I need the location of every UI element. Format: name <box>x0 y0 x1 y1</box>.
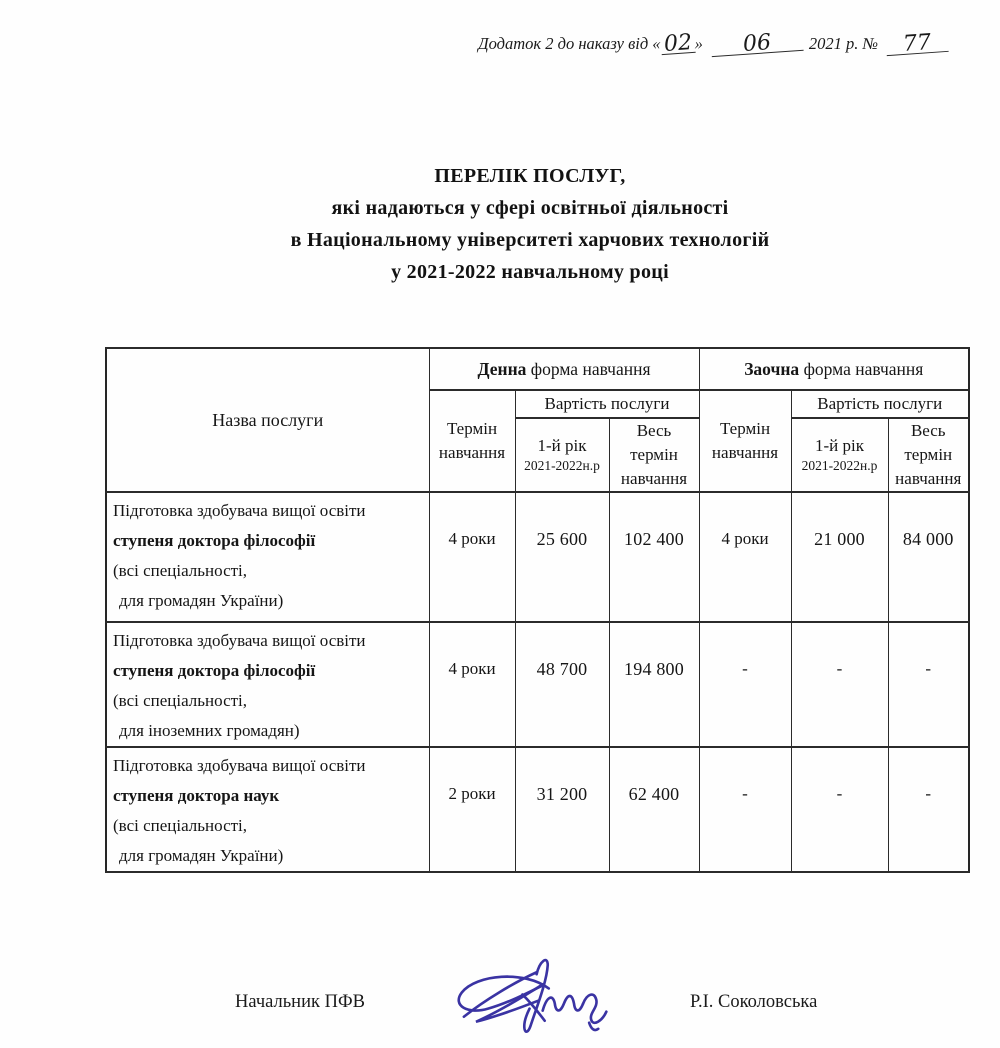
service-line-1: Підготовка здобувача вищої освіти <box>113 631 366 650</box>
title-line-1: ПЕРЕЛІК ПОСЛУГ, <box>434 165 626 187</box>
full-time-duration-cell: 4 роки <box>429 622 515 747</box>
part-time-first-year-cell: - <box>791 747 888 872</box>
part-time-duration-cell: - <box>699 747 791 872</box>
header-part-time-rest: форма навчання <box>799 358 924 379</box>
full-time-first-year-cell: 31 200 <box>515 747 609 872</box>
service-line-4: для громадян України) <box>119 591 284 610</box>
part-time-duration-cell: - <box>699 622 791 747</box>
part-time-first-year-cell: 21 000 <box>791 492 888 622</box>
table-header-row-forms <box>106 348 969 390</box>
service-line-2: ступеня доктора наук <box>113 786 280 805</box>
header-first-year-part-time <box>791 418 888 492</box>
signer-name: Р.І. Соколовська <box>690 992 818 1012</box>
service-name-cell <box>106 622 429 747</box>
service-name-cell <box>106 492 429 622</box>
service-line-2: ступеня доктора філософії <box>113 661 316 680</box>
handwritten-month: 06 <box>710 32 803 57</box>
header-full-time-form <box>429 348 699 390</box>
header-full-time-bold: Денна <box>477 358 527 379</box>
first-year-sublabel: 2021-2022н.р <box>524 458 600 473</box>
service-line-2: ступеня доктора філософії <box>113 531 316 550</box>
service-line-4: для громадян України) <box>119 846 284 865</box>
part-time-whole-cell: 84 000 <box>888 492 969 622</box>
service-name-cell <box>106 747 429 872</box>
full-time-whole-cell: 194 800 <box>609 622 699 747</box>
header-part-time-bold: Заочна <box>744 358 800 379</box>
full-time-duration-cell: 2 роки <box>429 747 515 872</box>
header-cost-part-time: Вартість послуги <box>791 390 969 418</box>
table-row-phd-foreign <box>106 622 969 747</box>
signer-position: Начальник ПФВ <box>235 992 365 1012</box>
part-time-duration-cell: 4 роки <box>699 492 791 622</box>
header-duration-full-time: Термін навчання <box>429 390 515 492</box>
document-title <box>60 160 1000 288</box>
part-time-whole-cell: - <box>888 747 969 872</box>
first-year-sublabel: 2021-2022н.р <box>801 458 878 473</box>
full-time-whole-cell: 102 400 <box>609 492 699 622</box>
header-part-time-form <box>699 348 969 390</box>
full-time-whole-cell: 62 400 <box>609 747 699 872</box>
title-line-3: в Національному університеті харчових технологій <box>290 229 770 251</box>
handwritten-number: 77 <box>885 33 948 56</box>
service-line-1: Підготовка здобувача вищої освіти <box>113 756 366 775</box>
service-line-1: Підготовка здобувача вищої освіти <box>113 501 366 520</box>
annotation-prefix: Додаток 2 до наказу від « <box>478 34 661 53</box>
full-time-duration-cell: 4 роки <box>429 492 515 622</box>
service-line-3: (всі спеціальності, <box>113 691 248 710</box>
signature-ink <box>438 948 613 1044</box>
part-time-whole-cell: - <box>888 622 969 747</box>
header-full-time-rest: форма навчання <box>526 358 651 379</box>
table-row-phd-ukraine <box>106 492 969 622</box>
title-line-2: які надаються у сфері освітньої діяльності <box>331 197 729 219</box>
title-line-4: у 2021-2022 навчальному році <box>391 261 669 283</box>
service-line-3: (всі спеціальності, <box>113 561 248 580</box>
header-cost-full-time: Вартість послуги <box>515 390 699 418</box>
full-time-first-year-cell: 48 700 <box>515 622 609 747</box>
service-line-3: (всі спеціальності, <box>113 816 248 835</box>
part-time-first-year-cell: - <box>791 622 888 747</box>
header-first-year-full-time <box>515 418 609 492</box>
header-whole-term-part-time: Весь термін навчання <box>888 418 969 492</box>
service-line-4: для іноземних громадян) <box>119 721 300 740</box>
table-row-doctor-of-science <box>106 747 969 872</box>
header-service-name: Назва послуги <box>106 348 429 492</box>
handwritten-day: 02 <box>660 34 695 55</box>
order-annotation <box>478 30 948 57</box>
services-price-table <box>105 347 970 873</box>
annotation-close-quote: » <box>694 34 703 53</box>
first-year-label: 1-й рік <box>815 436 864 455</box>
annotation-year-label: 2021 р. № <box>808 34 878 53</box>
full-time-first-year-cell: 25 600 <box>515 492 609 622</box>
header-duration-part-time: Термін навчання <box>699 390 791 492</box>
first-year-label: 1-й рік <box>537 436 587 455</box>
header-whole-term-full-time: Весь термін навчання <box>609 418 699 492</box>
